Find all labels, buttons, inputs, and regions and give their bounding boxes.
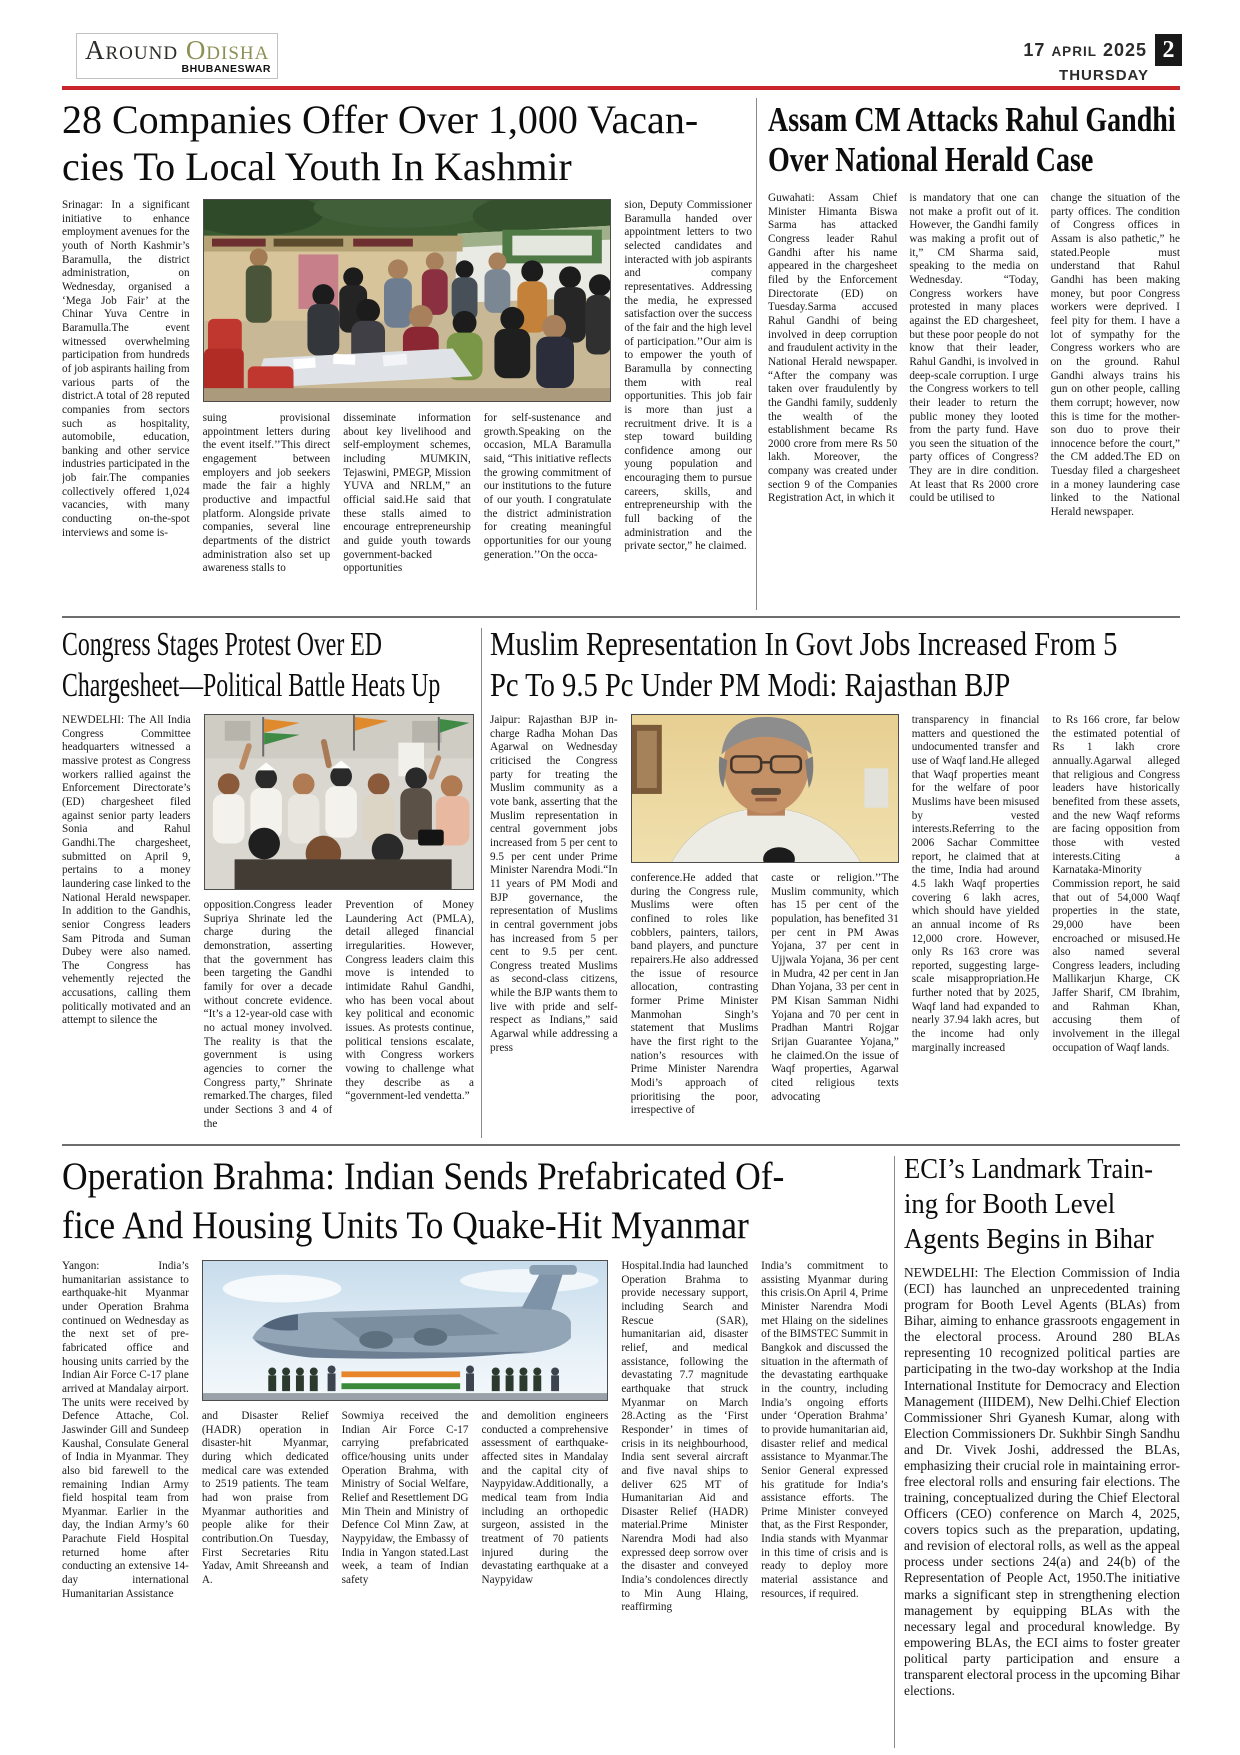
section-rule-2 [62, 1144, 1180, 1146]
protest-photo [204, 714, 474, 890]
headline-line: fice And Housing Units To Quake-Hit Myanmar [62, 1204, 749, 1247]
muslim-col-4: transparency in financial matters and questioned the undocumented transfer and use of Waqf land.He alleged that Waqf properties meant for the welfare of poor Muslims have been misused by vested interests.Referring to the 2006 Sachar Committee report, he claimed that at the time, India had around 4.5 lakh Waqf properties covering 6 lakh acres, which should have yielded an annual income of Rs 12,000 crore. However, only Rs 163 crore was reported, suggesting large-scale misappropriation.He further noted that by 2025, Waqf land had expanded to nearly 37.94 lakh acres, but the income had only marginally increased [911, 714, 1040, 1054]
kashmir-col-1: Srinagar: In a significant initiative to enhance employment avenues for the youth of North Kashmir’s Baramulla, the district administration, on Wednesday, organised a ‘Mega Job Fair’ at the Chinar Yuva Centre in Baramulla.The event witnessed overwhelming participation from hundreds of job aspirants hailing from various parts of the district.A total of 28 reputed companies from sectors such as hospitality, automobile, education, banking and other service industries participated in the job fair.The companies collectively offered 1,024 vacancies, with many conducting on-the-spot interviews and some is- [62, 199, 190, 539]
column-rule-3 [894, 1156, 895, 1748]
headline-line: Over National Herald Case [768, 140, 1094, 179]
issue-day: THURSDAY [1059, 67, 1149, 84]
eci-body: NEWDELHI: The Election Commission of India (ECI) has launched an unprecedented training program for Booth Level Agents (BLAs) from Bihar, aiming to enhance grassroots engagement in the electoral process. Around 280 BLAs representing 10 recognized political parties are participating in the two-day workshop at the India International Institute for Democracy and Election Management (IIIDEM), New Delhi.Chief Election Commissioner Shri Gyanesh Kumar, along with Election Commissioners Dr. Sukhbir Singh Sandhu and Dr. Vivek Joshi, addressed the BLAs, emphasizing their crucial role in maintaining error-free electoral rolls and ensuring fair elections. The training, conceptualized during the Chief Electoral Officers (CEO) conference on March 4, 2025, covers topics such as the preparation, updating, and revision of electoral rolls, as well as the appeal process under sections 24(a) and 24(b) of the Representation of People Act, 1950.The initiative marks a significant step in strengthening election management by equipping BLAs with the necessary legal and procedural knowledge. By empowering BLAs, the ECI aims to foster greater political party participation and ensure a transparent electoral process in the upcoming Bihar elections. [904, 1265, 1180, 1699]
issue-date: 17 APRIL 2025 [1023, 39, 1147, 60]
muslim-col-3: caste or religion.’’The Muslim community, which has 15 per cent of the population, has benefited 31 per cent in PM Awas Yojana, 37 per cent in Ujjwala Yojana, 36 per cent in Mudra, 42 per cent in Jan Dhan Yojana, 33 per cent in PM Kisan Samman Nidhi Yojana and 70 per cent in Pradhan Mantri Rojgar Srijan Guarantee Yojana,” he claimed.On the issue of Waqf properties, Agarwal cited religious texts advocating [771, 872, 899, 1103]
headline-line: ing for Booth Level [904, 1188, 1116, 1220]
eci-headline [904, 1152, 1158, 1257]
article-assam-cm [768, 100, 1180, 614]
muslim-col-1: Jaipur: Rajasthan BJP in-charge Radha Mohan Das Agarwal on Wednesday criticised the Congress party for treating the Muslim community as a vote bank, asserting that the Muslim representation in central government jobs increased from 5 per cent to 9.5 per cent under Prime Minister Narendra Modi.“In 11 years of PM Modi and BJP governance, the representation of Muslims in central government jobs has increased from 5 per cent to 9.5 per cent. Congress treated Muslims as second-class citizens, while the BJP wants them to live with pride and self-respect as Indians,” said Agarwal while addressing a press [490, 714, 618, 1054]
column-rule-2 [481, 628, 482, 1138]
article-kashmir-job-fair [62, 96, 752, 614]
protest-col-3: Prevention of Money Laundering Act (PMLA), detail alleged financial irregularities. However, Congress leaders claim this move is intended to intimidate Rahul Gandhi, who has been vocal about key political and economic issues. As protests continue, political tensions escalate, with Congress workers vowing to challenge what they describe as a “government-led vendetta.” [345, 899, 474, 1103]
assam-col-2: is mandatory that one can not make a profit out of it. However, the Gandhi family was making a profit out of it,” CM Sharma said, speaking to the media on Wednesday. “Today, Congress workers have protested in many places against the ED chargesheet, but these poor people do not know that their leader, Rahul Gandhi, is involved in deep-scale corruption. I urge the Congress workers to tell their leader to return the public money they looted from the party fund. Have you seen the situation of the party offices of Congress? They are in dire condition. At least that Rs 2000 crore could be utilised to [909, 192, 1039, 505]
assam-headline [768, 100, 1176, 180]
muslim-col-5: to Rs 166 crore, far below the estimated potential of Rs 1 lakh crore annually.Agarwal alleged that religious and Congress leaders have historically benefited from these assets, and the new Waqf reforms are facing opposition from those with vested interests.Citing a Karnataka-Minority Commission report, he said that out of 54,000 Waqf properties in the state, 29,000 have been encroached or misused.He also named several Congress leaders, including Mallikarjun Kharge, CK Jaffer Sharif, CM Ibrahim, and Rahman Khan, accusing them of involvement in the illegal occupation of Waqf lands. [1052, 714, 1180, 1054]
article-congress-protest [62, 624, 474, 1140]
brahma-col-4: and demolition engineers conducted a comprehensive assessment of earthquake-affected sites in Mandalay and the capital city of Naypyidaw.Additionally, a medical team from India including an orthopedic surgeon, assisted in the treatment of 70 patients injured during the devastating earthquake at a Naypyidaw [481, 1410, 609, 1586]
kashmir-col-4: for self-sustenance and growth.Speaking on the occasion, MLA Baramulla said, “This initiative reflects the growing commitment of our institutions to the future of our youth. I congratulate the district administration for creating meaningful opportunities for our young generation.’’On the occa- [483, 412, 612, 561]
article-operation-brahma [62, 1152, 888, 1751]
masthead-rule [62, 86, 1180, 90]
muslim-col-2: conference.He added that during the Congress rule, Muslims were often confined to roles like cobblers, painters, tailors, band players, and puncture repairers.He also addressed the issue of resource allocation, contrasting former Prime Minister Manmohan Singh’s statement that Muslims have the first right to the nation’s resources with Prime Minister Narendra Modi’s approach of prioritising the poor, irrespective of [630, 872, 759, 1117]
brahma-col-3: Sowmiya received the Indian Air Force C-17 carrying prefabricated office/housing units under Operation Brahma, with Ministry of Social Welfare, Relief and Resettlement DG Min Thein and Ministry of Defence Col Minn Zaw, at Naypyidaw, the Embassy of India in Yangon stated.Last week, a team of Indian safety [341, 1410, 469, 1586]
protest-col-1: NEWDELHI: The All India Congress Committee headquarters witnessed a massive protest as Congress workers rallied against the Enforcement Directorate’s (ED) chargesheet filed against senior party leaders Sonia and Rahul Gandhi.The chargesheet, submitted on April 9, pertains to a money laundering case linked to the National Herald newspaper. In addition to the Gandhis, senior Congress leaders Sam Pitroda and Suman Dubey were also named. The Congress has vehemently rejected the accusations, calling them politically motivated and an attempt to silence the [62, 714, 191, 1027]
article-muslim-representation [490, 624, 1180, 1140]
headline-line: 28 Companies Offer Over 1,000 Vacan- [62, 97, 699, 142]
logo-odisha: Odisha [185, 35, 270, 65]
kashmir-col-2: suing provisional appointment letters during the event itself.’’This direct engagement between employers and job seekers made the fair a highly productive and impactful platform. Alongside private companies, several line departments of the district administration also set up awareness stalls to [202, 412, 331, 575]
job-fair-photo [203, 199, 612, 402]
headline-line: Agents Begins in Bihar [904, 1223, 1154, 1255]
headline-line: Assam CM Attacks Rahul Gandhi [768, 100, 1176, 139]
brahma-col-1: Yangon: India’s humanitarian assistance to earthquake-hit Myanmar under Operation Brahma continued on Wednesday as the next set of pre-fabricated office and housing units carried by the Indian Air Force C-17 plane arrived at Mandalay airport. The units were received by Defence Attache, Col. Jaswinder Gill and Sundeep Kaushal, Consulate General of India in Myanmar. They also bid farewell to the remaining Indian Army field hospital team from Myanmar. Earlier in the day, the Indian Army’s 60 Parachute Field Hospital returned home after conducting an extensive 14-day international Humanitarian Assistance [62, 1260, 189, 1600]
column-rule-1 [756, 98, 757, 610]
headline-line: Operation Brahma: Indian Sends Prefabricated Of- [62, 1155, 785, 1198]
assam-col-1: Guwahati: Assam Chief Minister Himanta Biswa Sarma has attacked Congress leader Rahul Gandhi after his name appeared in the chargesheet filed by the Enforcement Directorate (ED) on Tuesday.Sarma accused Rahul Gandhi of being involved in deep corruption and fraudulent activity in the National Herald newspaper. “After the company was taken over fraudulently by the Gandhi family, suddenly the wealth of the establishment became Rs 2000 crore from mere Rs 50 lakh. Moreover, the company was created under section 9 of the Companies Registration Act, in which it [768, 192, 898, 505]
c17-aircraft-photo [202, 1260, 609, 1401]
logo-city: BHUBANESWAR [181, 63, 271, 75]
headline-line: Muslim Representation In Govt Jobs Increased From 5 [490, 626, 1118, 663]
article-eci-training [904, 1152, 1180, 1735]
protest-col-2: opposition.Congress leader Supriya Shrinate led the charge during the demonstration, asserting that the government has been targeting the Gandhi family for over a decade without concrete evidence. “It’s a 12-year-old case with no actual money involved. The reality is that the government is using agencies to corner the Congress party,” Shrinate remarked.The charges, filed under Sections 3 and 4 of the [203, 899, 333, 1130]
brahma-col-6: India’s commitment to assisting Myanmar during this crisis.On April 4, Prime Minister Narendra Modi met Hlaing on the sidelines of the BIMSTEC Summit in Bangkok and discussed the situation in the aftermath of the devastating earthquake in the country, including India’s ongoing efforts under ‘Operation Brahma’ to provide humanitarian aid, disaster relief and medical assistance to Myanmar.The Senior General expressed his gratitude for India’s assistance efforts. The Prime Minister conveyed that, as the First Responder, India stands with Myanmar in this time of crisis and is ready to deploy more material assistance and resources, if required. [761, 1260, 888, 1600]
assam-col-3: change the situation of the party offices. The condition of Congress offices in Assam is also pathetic,” he stated.People must understand that Rahul Gandhi has been making money, but poor Congress workers were deprived. I feel pity for them. I have a lot of sympathy for the Congress workers who are on the ground. Rahul Gandhi always trains his gun on other people, calling them corrupt; however, now this is time for the mother-son duo to prove their innocence before the court,” the CM added.The ED on Tuesday filed a chargesheet in a money laundering case linked to the National Herald newspaper. [1050, 192, 1180, 519]
brahma-headline [62, 1152, 814, 1250]
brahma-col-5: Hospital.India had launched Operation Brahma to provide necessary support, including Search and Rescue (SAR), humanitarian aid, disaster relief, and medical assistance, following the devastating 7.7 magnitude earthquake that struck Myanmar on March 28.Acting as the ‘First Responder’ in times of crisis in its neighbourhood, India sent several aircraft and five naval ships to deliver 625 MT of Humanitarian Aid and Disaster Relief (HADR) material.Prime Minister Narendra Modi had also expressed deep sorrow over the disaster and conveyed India’s condolences directly to Min Aung Hlaing, reaffirming [621, 1260, 749, 1614]
agarwal-portrait-photo [631, 714, 899, 863]
protest-headline [62, 624, 441, 706]
kashmir-col-3: disseminate information about key livelihood and self-employment schemes, including MUMKIN, Tejaswini, PMEGP, Mission YUVA and NRLM,” an official said.He said that these stalls aimed to encourage entrepreneurship and guide youth towards government-backed opportunities [343, 412, 471, 575]
headline-line: Congress Stages Protest Over ED [62, 626, 382, 663]
section-rule-1 [62, 616, 1180, 618]
dateline [1023, 34, 1182, 84]
kashmir-col-5: sion, Deputy Commissioner Baramulla handed over appointment letters to two selected candidates and interacted with job aspirants and company representatives. Addressing the media, he expressed satisfaction over the success of the fair and the high level of participation.’’Our aim is to empower the youth of Baramulla by connecting them with real opportunities. This job fair is more than just a recruitment drive. It is a step toward building confidence among our young population and encouraging them to pursue careers, skills, and entrepreneurship with the full backing of the administration and the private sector,” he claimed. [624, 199, 752, 553]
headline-line: Pc To 9.5 Pc Under PM Modi: Rajasthan BJP [490, 667, 1011, 704]
headline-line: ECI’s Landmark Train- [904, 1153, 1154, 1185]
page-number-badge: 2 [1155, 34, 1182, 66]
brahma-col-2: and Disaster Relief (HADR) operation in disaster-hit Myanmar, during which dedicated medical care was extended to 2519 patients. The team had won praise from Myanmar authorities and people alike for their contribution.On Tuesday, First Secretaries Ritu Yadav, Amit Shreeansh and A. [201, 1410, 329, 1586]
logo-around: Around [85, 35, 179, 65]
kashmir-headline [62, 96, 752, 190]
logo-title [85, 35, 271, 65]
muslim-headline [490, 624, 1118, 706]
headline-line: cies To Local Youth In Kashmir [62, 144, 572, 189]
newspaper-logo [76, 33, 278, 79]
headline-line: Chargesheet—Political Battle Heats Up [62, 667, 441, 704]
